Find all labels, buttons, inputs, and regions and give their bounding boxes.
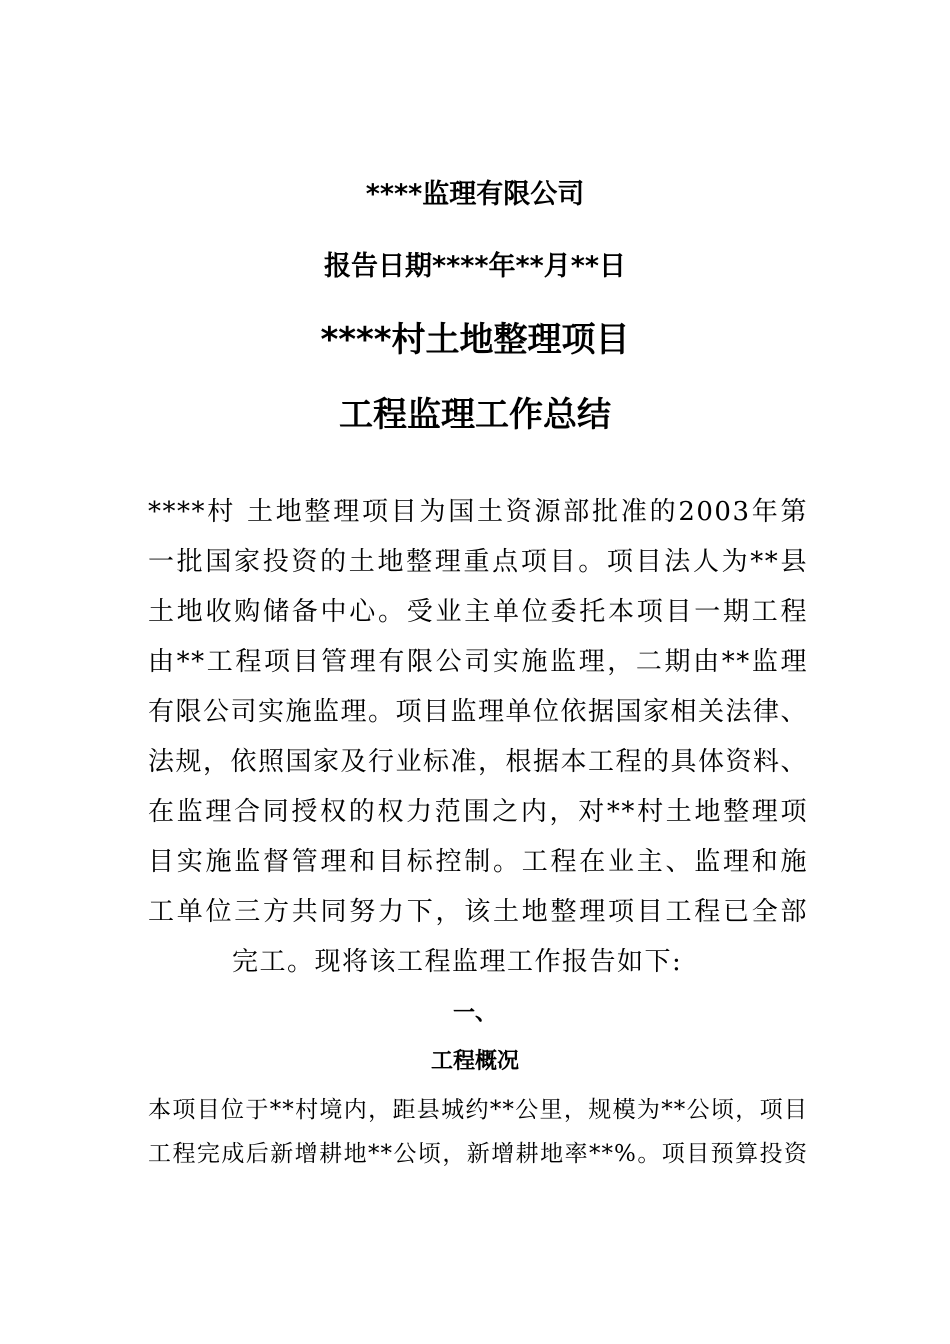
document-title: 工程监理工作总结	[339, 395, 611, 435]
body-line: 本项目位于**村境内，距县城约**公里，规模为**公顷，项目	[148, 1097, 808, 1123]
intro-line: 由**工程项目管理有限公司实施监理，二期由**监理	[148, 647, 808, 677]
section-number: 一、	[452, 1001, 497, 1026]
intro-paragraph	[148, 493, 808, 993]
intro-line: 法规，依照国家及行业标准，根据本工程的具体资料、	[148, 747, 809, 777]
intro-line: ****村 土地整理项目为国土资源部批准的2003年第	[148, 497, 808, 527]
intro-line: 工单位三方共同努力下，该土地整理项目工程已全部	[148, 897, 808, 927]
intro-line: 目实施监督管理和目标控制。工程在业主、监理和施	[148, 847, 808, 877]
section-paragraph	[148, 1093, 808, 1181]
body-line: 工程完成后新增耕地**公顷，新增耕地率**%。项目预算投资	[148, 1141, 808, 1167]
intro-line: 完工。现将该工程监理工作报告如下:	[232, 947, 683, 977]
intro-line: 有限公司实施监理。项目监理单位依据国家相关法律、	[148, 697, 809, 727]
project-title: ****村土地整理项目	[320, 320, 630, 360]
section-title: 工程概况	[430, 1049, 519, 1074]
company-name: ****监理有限公司	[365, 179, 585, 210]
intro-line: 在监理合同授权的权力范围之内，对**村土地整理项	[148, 797, 808, 827]
report-date: 报告日期****年**月**日	[324, 251, 626, 282]
intro-line: 一批国家投资的土地整理重点项目。项目法人为**县	[148, 547, 808, 577]
intro-line: 土地收购储备中心。受业主单位委托本项目一期工程	[148, 597, 808, 627]
